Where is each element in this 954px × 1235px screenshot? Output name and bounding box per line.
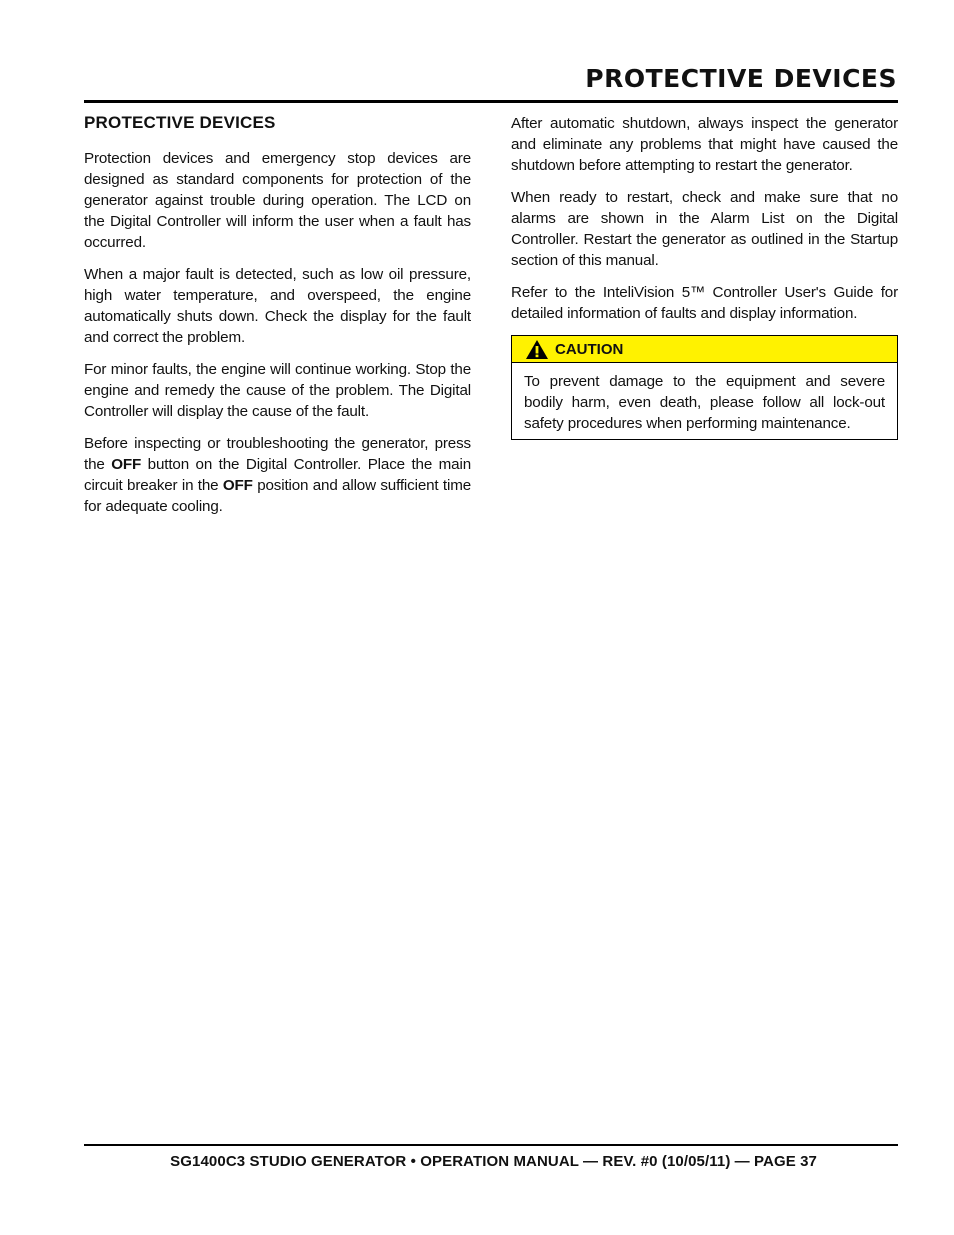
warning-triangle-icon	[525, 339, 555, 360]
footer-text: SG1400C3 STUDIO GENERATOR • OPERATION MANUAL — REV. #0 (10/05/11) — PAGE 37	[170, 1153, 817, 1170]
paragraph-before-inspecting	[84, 433, 471, 517]
paragraph-protection-devices: Protection devices and emergency stop devices are designed as standard components for protection of the generator against trouble during operation. The LCD on the Digital Controller will inform the user when a fault has occurred.	[84, 150, 471, 251]
text-segment: button on the Digital Controller. Place the main circuit breaker in the	[84, 456, 472, 494]
caution-box	[511, 335, 898, 440]
paragraph-refer-guide: Refer to the InteliVision 5™ Controller User's Guide for detailed information of faults and display information.	[511, 284, 898, 322]
text-segment: Before inspecting or troubleshooting the generator, press the	[84, 435, 471, 473]
right-column	[511, 113, 898, 440]
off-keyword: OFF	[111, 456, 142, 473]
off-keyword: OFF	[222, 477, 253, 494]
paragraph-major-fault: When a major fault is detected, such as low oil pressure, high water temperature, and overspeed, the engine automatically shuts down. Check the display for the fault and correct the problem.	[84, 266, 471, 346]
text-segment: position and allow sufficient time for adequate cooling.	[84, 477, 471, 515]
caution-header	[512, 336, 897, 363]
footer-divider	[84, 1144, 898, 1146]
page-title: PROTECTIVE DEVICES	[585, 64, 897, 93]
left-column	[84, 113, 471, 528]
caution-text: To prevent damage to the equipment and severe bodily harm, even death, please follow all lock-out safety procedures when performing maintenance.	[524, 373, 885, 432]
paragraph-after-shutdown: After automatic shutdown, always inspect the generator and eliminate any problems that might have caused the shutdown before attempting to restart the generator.	[511, 115, 898, 174]
caution-label: CAUTION	[555, 340, 624, 358]
title-divider	[84, 100, 898, 103]
paragraph-ready-restart: When ready to restart, check and make sure that no alarms are shown in the Alarm List on the Digital Controller. Restart the generator as outlined in the Startup section of this manual.	[511, 189, 898, 269]
paragraph-minor-fault: For minor faults, the engine will continue working. Stop the engine and remedy the cause of the problem. The Digital Controller will display the cause of the fault.	[84, 361, 471, 420]
section-heading: PROTECTIVE DEVICES	[84, 113, 276, 132]
